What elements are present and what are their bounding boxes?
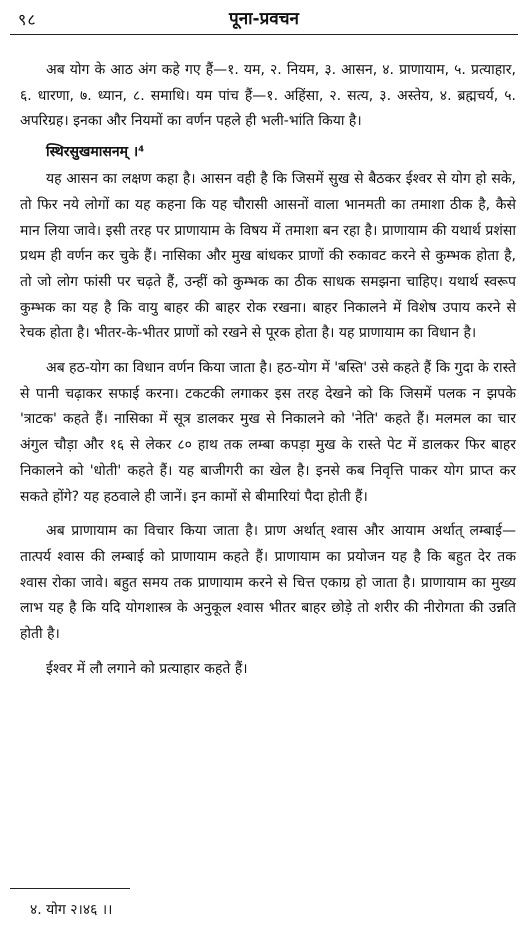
page-number: ९८ bbox=[18, 10, 37, 29]
paragraph-gap bbox=[20, 347, 516, 356]
sutra-heading: स्थिरसुखमासनम् ।⁴ bbox=[46, 144, 145, 161]
header-rule bbox=[10, 34, 518, 35]
paragraph-gap bbox=[20, 648, 516, 657]
paragraph-pranayama: अब प्राणायाम का विचार किया जाता है। प्राण अर्थात् श्वास और आयाम अर्थात् लम्बाई—तात्पर्य श्वास की लम्बाई को प्राणायाम कहते हैं। प्राणायाम का प्रयोजन यह है कि बहुत देर तक श्वास रोका जावे। बहुत समय तक प्राणायाम करने से चित्त एकाग्र हो जाता है। प्राणायाम का मुख्य लाभ यह है कि यदि योगशास्त्र के अनुकूल श्वास भीतर बाहर छोड़े तो शरीर की नीरोगता की उन्नति होती है। bbox=[20, 523, 516, 643]
paragraph-pratyahara: ईश्वर में लौ लगाने को प्रत्याहार कहते हैं। bbox=[46, 660, 248, 677]
paragraph-asana: यह आसन का लक्षण कहा है। आसन वही है कि जिसमें सुख से बैठकर ईश्वर से योग हो सके, तो फिर नये लोगों का यह कहना कि यह चौरासी आसनों वाला भानमती का तमाशा ठीक है, कैसे मान लिया जावे। इसी तरह पर प्राणायाम के विषय में तमाशा बन रहा है। प्राणायाम की यथार्थ प्रशंसा प्रथम ही वर्णन कर चुके हैं। नासिका और मुख बांधकर प्राणों की रुकावट करने से कुम्भक होता है, तो जो लोग फांसी पर चढ़ते हैं, उन्हीं को कुम्भक का ठीक साधक समझना चाहिए। यथार्थ स्वरूप कुम्भक का यह है कि वायु बाहर की बाहर रोक रखना। बाहर निकालने में विशेष उपाय करने से रेचक होता है। भीतर-के-भीतर प्राणों को रखने से पूरक होता है। यह प्राणायाम का विधान है। bbox=[20, 171, 516, 342]
footnote: ४. योग २।४६ ।। bbox=[30, 902, 113, 918]
footer-rule bbox=[10, 888, 130, 889]
running-title: पूना-प्रवचन bbox=[229, 9, 299, 29]
paragraph-gap bbox=[20, 510, 516, 519]
paragraph-yoga-limbs: अब योग के आठ अंग कहे गए हैं—१. यम, २. नियम, ३. आसन, ४. प्राणायाम, ५. प्रत्याहार, ६. धारणा, ७. ध्यान, ८. समाधि। यम पांच हैं—१. अहिंसा, २. सत्य, ३. अस्तेय, ४. ब्रह्मचर्य, ५. अपरिग्रह। इनका और नियमों का वर्णन पहले ही भली-भांति किया है। bbox=[20, 62, 516, 130]
body-text bbox=[20, 58, 516, 682]
paragraph-hatha-yoga: अब हठ-योग का विधान वर्णन किया जाता है। हठ-योग में 'बस्ति' उसे कहते हैं कि गुदा के रास्ते से पानी चढ़ाकर सफाई करना। टकटकी लगाकर इस तरह देखने को कि जिसमें पलक न झपके 'त्राटक' कहते हैं। नासिका में सूत्र डालकर मुख से निकालने को 'नेति' कहते हैं। मलमल का चार अंगुल चौड़ा और १६ से लेकर ८० हाथ तक लम्बा कपड़ा मुख के रास्ते पेट में डालकर फिर बाहर निकालने को 'धोती' कहते हैं। यह बाजीगरी का खेल है। इनसे कब निवृत्ति पाकर योग प्राप्त कर सकते होंगे? यह हठवाले ही जानें। इन कामों से बीमारियां पैदा होती हैं। bbox=[20, 360, 516, 505]
